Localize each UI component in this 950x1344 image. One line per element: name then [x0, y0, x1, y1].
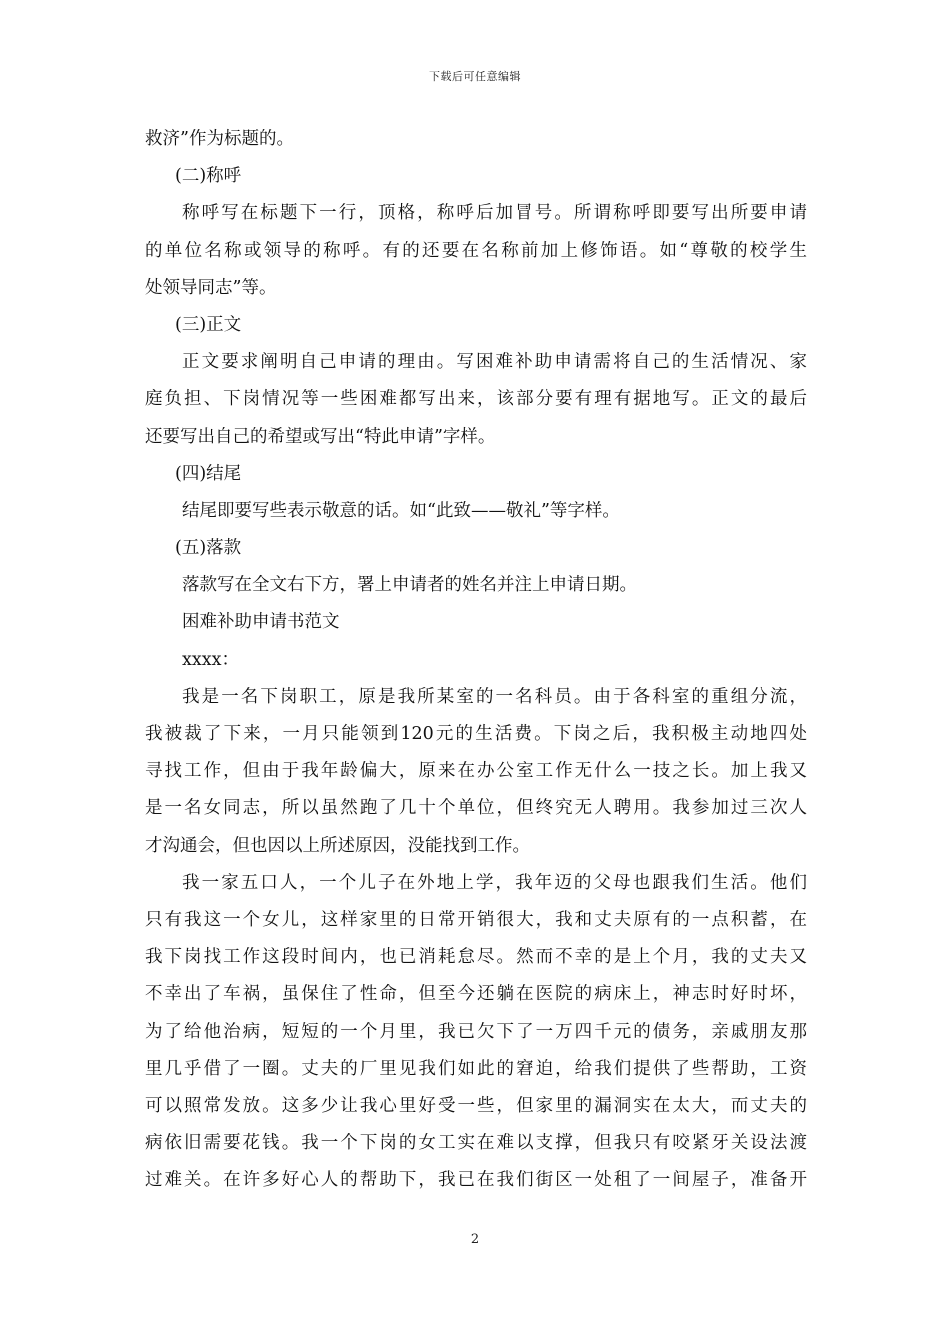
text-line: 我被裁了下来，一月只能领到120元的生活费。下岗之后，我积极主动地四处: [145, 724, 807, 744]
text-line: 我下岗找工作这段时间内，也已消耗怠尽。然而不幸的是上个月，我的丈夫又: [145, 947, 807, 968]
text-line: 的单位名称或领导的称呼。有的还要在名称前加上修饰语。如“尊敬的校学生: [145, 240, 807, 261]
text-line: 为了给他治病，短短的一个月里，我已欠下了一万四千元的债务，亲戚朋友那: [145, 1021, 807, 1042]
text-line: 里几乎借了一圈。丈夫的厂里见我们如此的窘迫，给我们提供了些帮助，工资: [145, 1058, 807, 1079]
page-header: 下载后可任意编辑: [429, 70, 521, 83]
text-line: 还要写出自己的希望或写出“特此申请”字样。: [145, 426, 496, 447]
body-text: [145, 121, 807, 1199]
text-line: 庭负担、下岗情况等一些困难都写出来，该部分要有理有据地写。正文的最后: [145, 389, 807, 410]
salutation: xxxx：: [182, 649, 239, 670]
text-line: 救济”作为标题的。: [145, 129, 294, 149]
section-heading: (四)结尾: [175, 463, 242, 484]
text-line: 我一家五口人，一个儿子在外地上学，我年迈的父母也跟我们生活。他们: [182, 872, 807, 893]
sample-title: 困难补助申请书范文: [182, 612, 340, 633]
text-line: 过难关。在许多好心人的帮助下，我已在我们街区一处租了一间屋子，准备开: [145, 1170, 807, 1191]
text-line: 可以照常发放。这多少让我心里好受一些，但家里的漏洞实在太大，而丈夫的: [145, 1095, 807, 1116]
text-line: 处领导同志”等。: [145, 277, 277, 298]
text-line: 是一名女同志，所以虽然跑了几十个单位，但终究无人聘用。我参加过三次人: [145, 798, 807, 819]
text-line: 称呼写在标题下一行，顶格，称呼后加冒号。所谓称呼即要写出所要申请: [182, 203, 807, 224]
section-heading: (二)称呼: [175, 166, 242, 187]
page-number: 2: [470, 1232, 480, 1247]
text-line: 我是一名下岗职工，原是我所某室的一名科员。由于各科室的重组分流，: [182, 686, 807, 707]
text-line: 结尾即要写些表示敬意的话。如“此致——敬礼”等字样。: [182, 500, 620, 521]
section-heading: (三)正文: [175, 314, 242, 335]
text-line: 正文要求阐明自己申请的理由。写困难补助申请需将自己的生活情况、家: [182, 352, 807, 373]
text-line: 才沟通会，但也因以上所述原因，没能找到工作。: [145, 835, 530, 856]
text-line: 只有我这一个女儿，这样家里的日常开销很大，我和丈夫原有的一点积蓄，在: [145, 909, 807, 930]
text-line: 寻找工作，但由于我年龄偏大，原来在办公室工作无什么一技之长。加上我又: [145, 761, 807, 782]
text-line: 不幸出了车祸，虽保住了性命，但至今还躺在医院的病床上，神志时好时坏，: [145, 984, 807, 1005]
text-line: 病依旧需要花钱。我一个下岗的女工实在难以支撑，但我只有咬紧牙关设法渡: [145, 1133, 807, 1154]
text-line: 落款写在全文右下方，署上申请者的姓名并注上申请日期。: [182, 575, 637, 596]
section-heading: (五)落款: [175, 538, 242, 559]
